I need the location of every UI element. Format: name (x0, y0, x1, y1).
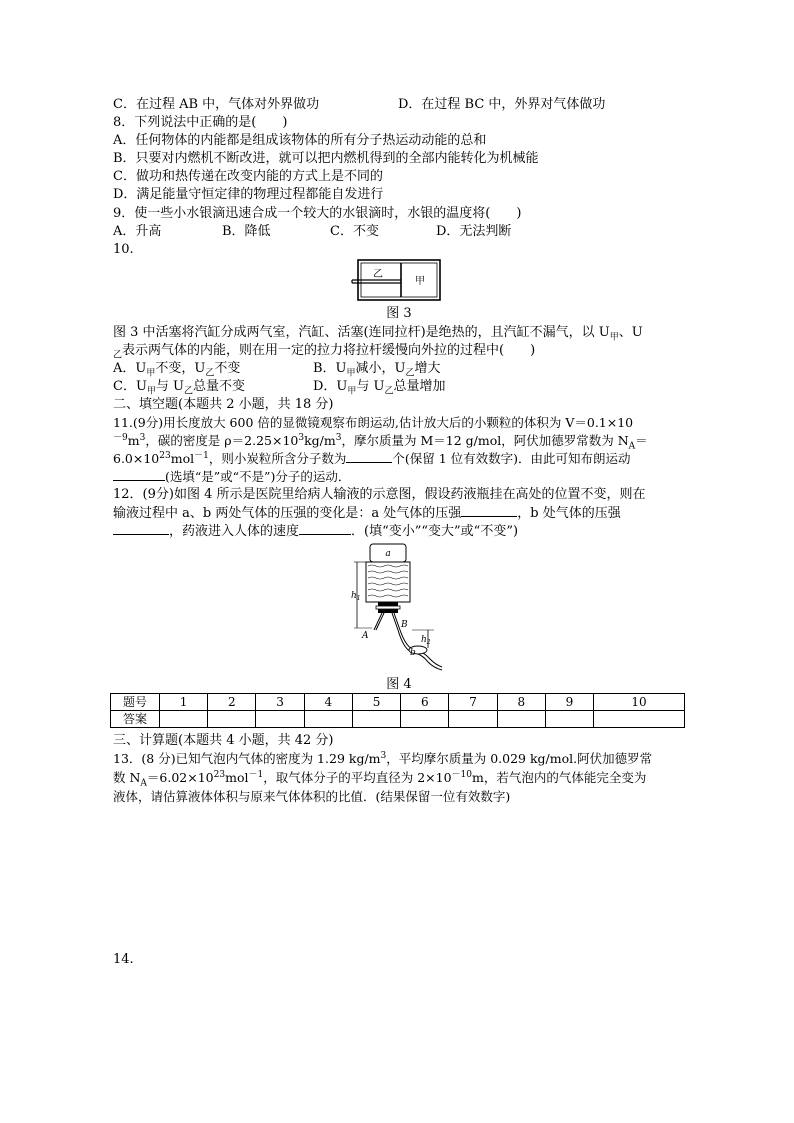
question-number-cell: 7 (449, 694, 497, 711)
section-2-heading: 二、填空题(本题共 2 小题，共 18 分) (113, 397, 334, 412)
answer-label: 答案 (111, 711, 160, 728)
question-number-cell: 4 (304, 694, 352, 711)
answer-cell[interactable] (160, 711, 208, 728)
question-number-cell: 2 (208, 694, 256, 711)
answer-cell[interactable] (401, 711, 449, 728)
q11-line1: 11.(9分)用长度放大 600 倍的显微镜观察布朗运动,估计放大后的小颗粒的体积为 V＝0.1×10 (113, 415, 634, 430)
q10-number: 10. (113, 242, 134, 257)
answer-table-answer-row (111, 711, 685, 728)
q8-option-b: B．只要对内燃机不断改进，就可以把内燃机得到的全部内能转化为机械能 (113, 151, 539, 166)
q11-line3: $6.0\times 10^{23}mol^{-1}$，则小炭粒所含分子数为 个(保留 1 位有效数字)．由此可知布朗运动 (113, 450, 631, 466)
answer-cell[interactable] (449, 711, 497, 728)
q10-option-d: D．$U_甲$与 $U_乙$总量增加 (313, 379, 446, 397)
q8-option-a: A．任何物体的内能都是组成该物体的所有分子热运动动能的总和 (113, 133, 487, 148)
q9-option-b: B．降低 (222, 224, 271, 239)
answer-cell[interactable] (208, 711, 256, 728)
q12-blank-pressure-a[interactable] (461, 505, 517, 517)
q12-line1: 12．(9分)如图 4 所示是医院里给病人输液的示意图，假设药液瓶挂在高处的位置不变，则在 (113, 487, 646, 502)
section-3-heading: 三、计算题(本题共 4 小题，共 42 分) (113, 733, 334, 748)
answer-cell[interactable] (256, 711, 304, 728)
q8-option-d: D．满足能量守恒定律的物理过程都能自发进行 (113, 187, 384, 202)
q11-line4: (选填“是”或“不是”)分子的运动． (113, 469, 350, 485)
figure-3-caption: 图 3 (386, 306, 412, 321)
q12-blank-pressure-b[interactable] (113, 523, 169, 535)
label-B: B (401, 620, 408, 630)
q10-stem-text-c: 表示两气体的内能，则在用一定的拉力将拉杆缓慢向外拉的过程中( ) (122, 343, 536, 358)
figure-4-caption: 图 4 (386, 677, 412, 692)
q13-line1: 13．(8 分)已知气泡内气体的密度为 1.29 $kg/m^3$，平均摩尔质量为 0.029 kg/mol.阿伏加德罗常 (113, 750, 653, 766)
answer-cell[interactable] (545, 711, 593, 728)
q11-blank-molecule-count[interactable] (346, 451, 392, 463)
header-label: 题号 (111, 694, 160, 711)
q10-option-a: A．$U_甲$不变，$U_乙$不变 (113, 361, 241, 379)
q10-stem-text-a: 图 3 中活塞将汽缸分成两气室，汽缸、活塞(连同拉杆)是绝热的，且汽缸不漏气，以 U (113, 325, 610, 340)
q10-sub-yi: 乙 (113, 350, 123, 361)
q10-stem-text-b: 、U (618, 325, 643, 340)
question-number-cell: 6 (401, 694, 449, 711)
q10-sub-jia: 甲 (609, 332, 619, 343)
q12-line2: 输液过程中 a、b 两处气体的压强的变化是：a 处气体的压强 ，b 处气体的压强 (113, 506, 621, 521)
q9-option-c: C．不变 (330, 224, 379, 239)
q11-line2: $^{-9}m^3$，碳的密度是 $\rho=2.25\times 10^3kg/m^3$，摩尔质量为 M＝12 g/mol，阿伏加德罗常数为 $N_A=$ (113, 432, 648, 452)
infusion-figure-4 (352, 542, 452, 674)
chamber-yi-label: 乙 (373, 269, 383, 280)
question-number-cell: 8 (497, 694, 545, 711)
question-number-cell: 1 (160, 694, 208, 711)
q12-blank-speed[interactable] (299, 523, 351, 535)
question-number-cell: 3 (256, 694, 304, 711)
question-number-cell: 5 (352, 694, 400, 711)
q12-line3: ，药液进入人体的速度 ．(填“变小”“变大”或“不变”) (113, 523, 518, 540)
question-number-cell: 10 (594, 694, 685, 711)
label-A: A (362, 631, 369, 641)
label-a: a (385, 549, 391, 559)
answer-cell[interactable] (497, 711, 545, 728)
answer-cell[interactable] (304, 711, 352, 728)
q7-option-d: D．在过程 BC 中，外界对气体做功 (398, 97, 606, 112)
q10-stem-line2 (113, 343, 535, 359)
question-number-cell: 9 (545, 694, 593, 711)
q7-option-c: C．在过程 AB 中，气体对外界做功 (113, 97, 320, 112)
q8-option-c: C．做功和热传递在改变内能的方式上是不同的 (113, 169, 383, 184)
chamber-jia-label: 甲 (415, 276, 425, 287)
label-h1: $h_1$ (351, 591, 361, 602)
q14-number: 14. (113, 952, 134, 967)
answer-table-header-row (111, 694, 685, 711)
answer-cell[interactable] (352, 711, 400, 728)
q9-option-a: A．升高 (113, 224, 162, 239)
q11-blank-is-molecular[interactable] (113, 469, 165, 481)
cylinder-figure-3 (348, 257, 448, 305)
q10-stem-line1 (113, 325, 643, 341)
q9-stem: 9．使一些小水银滴迅速合成一个较大的水银滴时，水银的温度将( ) (113, 206, 522, 221)
q10-option-c: C．$U_甲$与 $U_乙$总量不变 (113, 379, 246, 397)
answer-cell[interactable] (594, 711, 685, 728)
answer-table (110, 693, 685, 728)
q8-stem: 8．下列说法中正确的是( ) (113, 115, 288, 130)
q13-line3: 液体，请估算液体体积与原来气体体积的比值．(结果保留一位有效数字) (113, 789, 511, 804)
label-b: b (410, 648, 416, 658)
q10-option-b: B．$U_甲$减小，$U_乙$增大 (313, 361, 441, 379)
label-h2: $h_2$ (421, 635, 431, 646)
q9-option-d: D．无法判断 (436, 224, 512, 239)
q13-line2: 数 $N_A=6.02\times 10^{23}mol^{-1}$，取气体分子的平均直径为 $2\times 10^{-10}m$，若气泡内的气体能完全变为 (113, 769, 647, 789)
